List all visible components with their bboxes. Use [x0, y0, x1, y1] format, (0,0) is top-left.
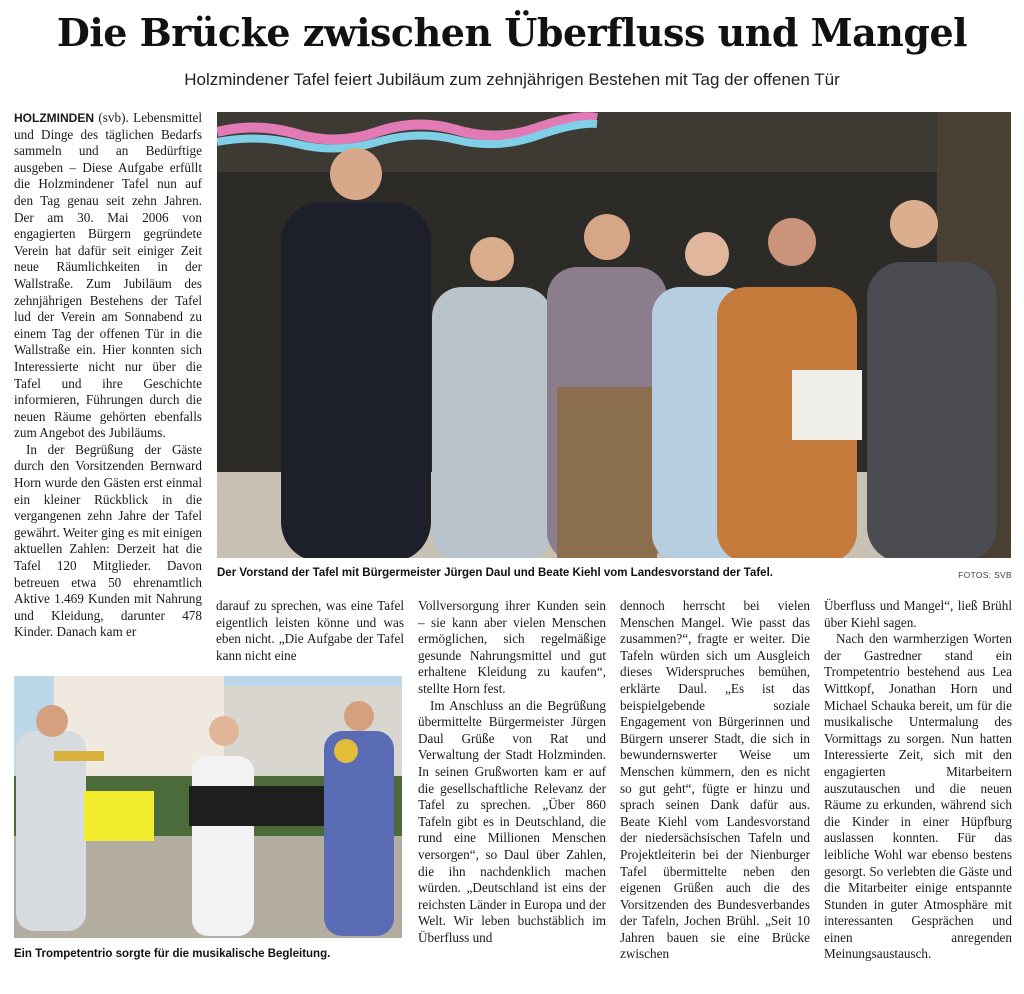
music-stand [189, 786, 329, 826]
main-photo [217, 112, 1011, 558]
paragraph: Nach den warmherzigen Worten der Gastredner stand ein Trompetentrio bestehend aus Lea Wittkopf, Jonathan Horn und Michael Schauka bereit, um für die musikalische Untermalung des Vormittags zu sorgen. Nun hatten Interessierte Zeit, sich mit den engagierten Mitarbeitern auszutauschen und die neuen Räume zu erkunden, während sich die Kinder in einer Hüpfburg auslassen konnten. Für das leibliche Wohl war ebenso bestens gesorgt. So verlebten die Gäste und die Mitarbeiter einige entspannte Stunden in guter Atmosphäre mit interessanten Gesprächen und einen anregenden Meinungsaustausch. [824, 631, 1012, 962]
article-column-3 [418, 598, 606, 946]
trio-photo-caption: Ein Trompetentrio sorgte für die musikalische Begleitung. [14, 948, 331, 960]
article-column-4 [620, 598, 810, 963]
trumpeter-3 [324, 701, 394, 936]
paragraph: Im Anschluss an die Begrüßung übermittelte Bürgermeister Jürgen Daul Grüße von Rat und Verwaltung der Stadt Holzminden. In seinen Grußworten kam er auf die gesellschaftliche Relevanz der Tafel zu sprechen. „Über 860 Tafeln gibt es in Deutschland, die rund eine Millionen Menschen versorgen“, so Daul über Zahlen, die ihn nachdenklich machen würden. „Deutschland ist eins der reichsten Länder in Europa und der Welt. Wir leben buchstäblich im Überfluss und [418, 697, 606, 945]
photo-credit: FOTOS: SVB [958, 570, 1012, 580]
person-1 [281, 148, 431, 558]
article-column-2 [216, 598, 404, 664]
main-photo-caption: Der Vorstand der Tafel mit Bürgermeister Jürgen Daul und Beate Kiehl vom Landesvorstand der Tafel. [217, 567, 773, 579]
paragraph: dennoch herrscht bei vielen Menschen Mangel. Wie passt das zusammen?“, fragte er weiter. Die Tafeln würden sich um Ausgleich dieses Widerspruches bemühen, erklärte Daul. „Es ist das beispielgebende soziale Engagement von Bürgerinnen und Bürgern unserer Stadt, die sich in bewundernswerter Weise um Menschen kümmern, den es nicht so gut geht“, fügte er hinzu und sprach seinen Dank dafür aus. Beate Kiehl vom Landesvorstand der niedersächsischen Tafeln und Projektleiterin bei der Nienburger Tafel übermittelte neben den eigenen Grüßen auch die des Vorsitzenden des Bundesverbandes der Tafeln, Jochen Brühl. „Seit 10 Jahren bauen sie eine Brücke zwischen [620, 598, 810, 962]
paragraph [14, 110, 202, 442]
paragraph: In der Begrüßung der Gäste durch den Vorsitzenden Bernward Horn wurde den Gästen erst einmal ein kleiner Rückblick in die vergangenen zehn Jahre der Tafel gewährt. Weiter ging es mit einigen aktuellen Zahlen: Derzeit hat die Tafel 120 Mitglieder. Davon betreuen etwa 50 ehrenamtlich Aktive 1.469 Kunden mit Nahrung und Kleidung, darunter 478 Kinder. Danach kam er [14, 441, 202, 640]
paragraph: darauf zu sprechen, was eine Tafel eigentlich leisten könne und was eben nicht. „Die Aufgabe der Tafel kann nicht eine [216, 598, 404, 663]
article-column-5 [824, 598, 1012, 963]
headline: Die Brücke zwischen Überfluss und Mangel [56, 10, 968, 55]
article-column-1 [14, 110, 202, 641]
dateline: HOLZMINDEN [14, 111, 94, 125]
paragraph: Überfluss und Mangel“, ließ Brühl über Kiehl sagen. [824, 598, 1012, 630]
subheadline: Holzmindener Tafel feiert Jubiläum zum zehnjährigen Bestehen mit Tag der offenen Tür [184, 70, 840, 89]
trumpet-trio-photo [14, 676, 402, 938]
paragraph-text: (svb). Lebensmittel und Dinge des täglichen Bedarfs sammeln und an Bedürftige ausgeben – Diese Aufgabe erfüllt die Holzmindener Tafel nun auf den Tag genau seit zehn Jahren. Der am 30. Mai 2006 von engagierten Bürgern gegründete Verein hat dafür seit einiger Zeit neue Räumlichkeiten in der Wallstraße. Zum Jubiläum des zehnjährigen Bestehens der Tafel lud der Verein am Sonnabend zu einem Tag der offenen Tür in die Wallstraße ein. Hier konnten sich Interessierte nicht nur über die Tafel und ihre Geschichte informieren, Führungen durch die neuen Räume gehörten ebenfalls zum Angebot des Jubiläums. [14, 110, 202, 441]
music-stand [84, 791, 154, 841]
paragraph: Vollversorgung ihrer Kunden sein – sie kann aber vielen Menschen ermöglichen, sich regelmäßige gesunde Nahrungsmittel und gut erhaltene Kleidung zu kaufen“, stellte Horn fest. [418, 598, 606, 696]
